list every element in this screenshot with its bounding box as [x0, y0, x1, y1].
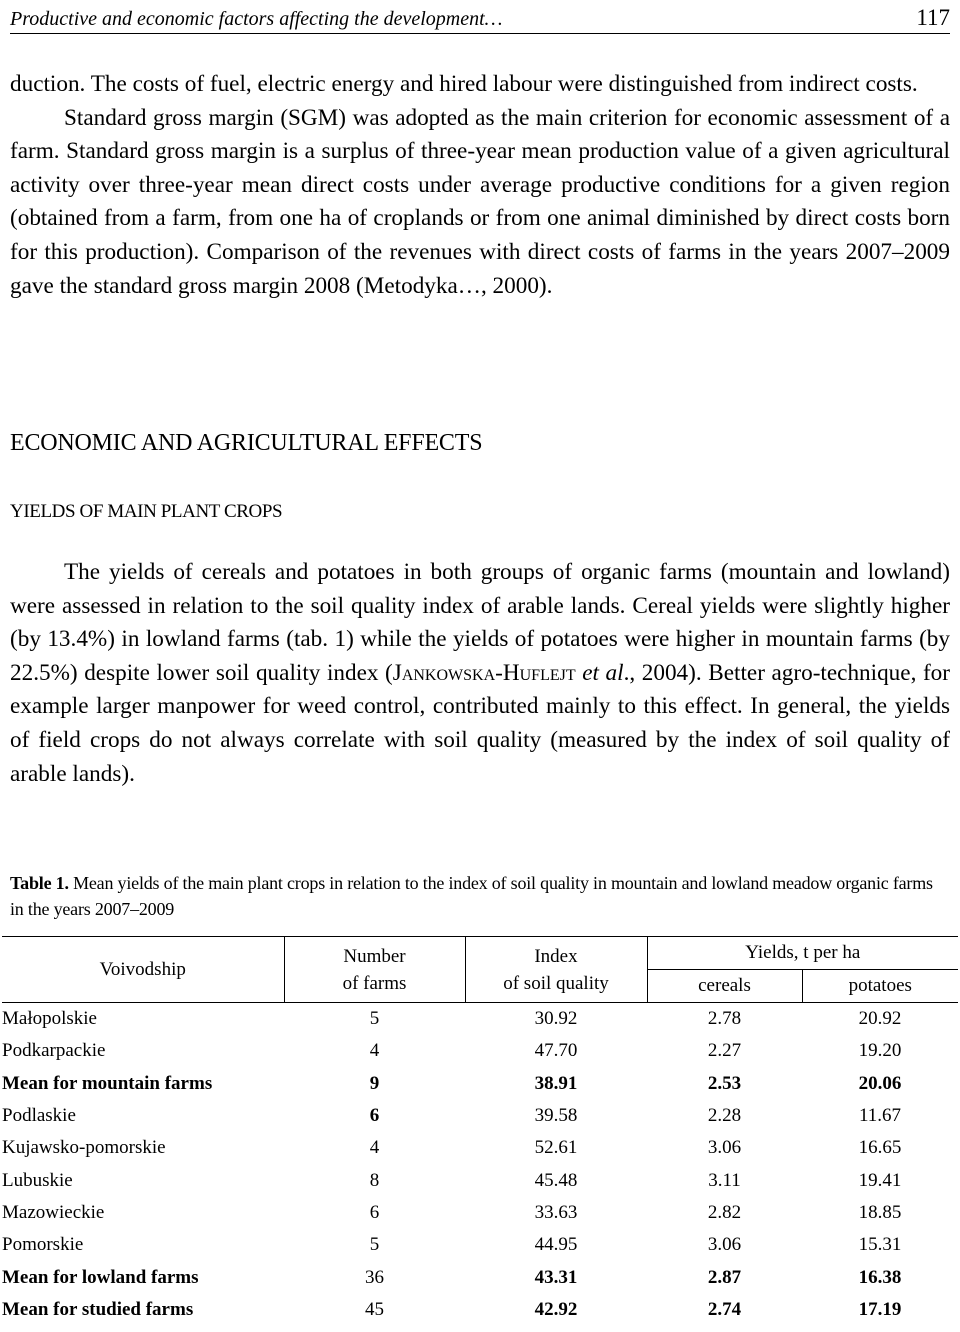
header-yields: Yields, t per ha: [647, 937, 958, 970]
yields-table: [2, 936, 958, 1326]
cell-farms: 4: [369, 1137, 380, 1159]
cell-voivodship: Mean for lowland farms: [2, 1266, 199, 1288]
cell-cereals: 2.53: [707, 1072, 742, 1094]
table-caption: [10, 870, 950, 922]
cell-index: 38.91: [534, 1072, 578, 1094]
body-paragraphs-top: [10, 68, 950, 303]
header-cereals: cereals: [647, 970, 802, 1003]
cell-potatoes: 17.19: [858, 1298, 902, 1320]
cell-potatoes: 16.38: [858, 1266, 902, 1288]
cell-potatoes: 20.92: [858, 1008, 902, 1030]
cell-index: 30.92: [534, 1008, 578, 1030]
cell-index: 39.58: [534, 1105, 578, 1127]
subsection-heading: YIELDS OF MAIN PLANT CROPS: [10, 501, 283, 522]
cell-voivodship: Podlaskie: [2, 1105, 76, 1127]
page-number: 117: [916, 5, 950, 30]
paragraph-yields-part1: The yields of cereals and potatoes in both groups of organic farms (mountain and lowland) were assessed in relation to the soil quality index of arable lands. Cereal yields were slightly higher (by 13.4%) in lowland farms (tab. 1) while the yields of potatoes were higher in mountain farms (by 22.5%) despite lower soil quality index (: [10, 559, 950, 686]
cell-cereals: 3.11: [708, 1169, 741, 1191]
cell-cereals: 3.06: [707, 1234, 742, 1256]
cited-etal: et al: [582, 659, 624, 686]
cell-cereals: 2.87: [707, 1266, 742, 1288]
cell-farms: 4: [369, 1040, 380, 1062]
cell-farms: 5: [369, 1234, 380, 1256]
section-heading: ECONOMIC AND AGRICULTURAL EFFECTS: [10, 430, 483, 456]
cell-voivodship: Lubuskie: [2, 1169, 73, 1191]
table-row: [2, 1003, 958, 1036]
cell-farms: 45: [365, 1298, 384, 1320]
cell-potatoes: 11.67: [858, 1105, 902, 1127]
header-number-of-farms: Number of farms: [284, 937, 465, 1003]
cell-farms: 5: [369, 1008, 380, 1030]
cell-cereals: 2.27: [707, 1040, 742, 1062]
paragraph-sgm: Standard gross margin (SGM) was adopted as the main criterion for economic assessment of a farm. Standard gross margin is a surplus of three-year mean production value of a given agricultural activity over three-year mean direct costs under average productive conditions for a given region (obtained from a farm, from one ha of croplands or from one animal diminished by direct costs born for this production). Comparison of the revenues with direct costs of farms in the years 2007–2009 gave the standard gross margin 2008 (Metodyka…, 2000).: [10, 104, 950, 299]
header-voivodship: Voivodship: [2, 937, 284, 1003]
cell-index: 33.63: [534, 1201, 578, 1223]
cell-potatoes: 19.41: [858, 1169, 902, 1191]
cell-farms: 9: [369, 1072, 380, 1094]
cell-index: 42.92: [534, 1298, 578, 1320]
table-row-mean-lowland: [2, 1261, 958, 1293]
paragraph-yields: [10, 556, 950, 791]
cell-farms: 6: [369, 1201, 380, 1223]
table-row-mean-mountain: [2, 1068, 958, 1100]
cell-voivodship: Pomorskie: [2, 1234, 84, 1256]
table-row: [2, 1229, 958, 1261]
cell-voivodship: Kujawsko-pomorskie: [2, 1137, 166, 1159]
cited-author: Jankowska-Huflejt: [392, 659, 576, 686]
cell-potatoes: 15.31: [858, 1234, 902, 1256]
cell-index: 47.70: [534, 1040, 578, 1062]
cell-potatoes: 16.65: [858, 1137, 902, 1159]
cell-voivodship: Mazowieckie: [2, 1201, 105, 1223]
table-caption-text: Mean yields of the main plant crops in relation to the index of soil quality in mountain and lowland meadow organic farms in the years 2007–2009: [10, 873, 933, 919]
running-title: Productive and economic factors affecting the development…: [10, 8, 503, 30]
cell-potatoes: 18.85: [858, 1201, 902, 1223]
cell-voivodship: Podkarpackie: [2, 1040, 106, 1062]
running-header: [10, 0, 950, 34]
cell-farms: 6: [369, 1105, 380, 1127]
paragraph-yields-part2: ., 2004). Better agro-technique, for example larger manpower for weed control, contributed mainly to this effect. In general, the yields of field crops do not always correlate with soil quality (measured by the index of soil quality of arable lands).: [10, 659, 950, 787]
cell-cereals: 2.74: [707, 1298, 742, 1320]
table-caption-label: Table 1.: [10, 873, 69, 893]
table-row: [2, 1035, 958, 1067]
header-soil-index: Index of soil quality: [465, 937, 647, 1003]
cell-cereals: 2.28: [707, 1105, 742, 1127]
table-row: [2, 1132, 958, 1164]
paragraph-costs: duction. The costs of fuel, electric energy and hired labour were distinguished from indirect costs.: [10, 71, 918, 97]
cell-potatoes: 20.06: [858, 1072, 902, 1094]
cell-index: 44.95: [534, 1234, 578, 1256]
cell-index: 43.31: [534, 1266, 578, 1288]
cell-voivodship: Mean for mountain farms: [2, 1072, 213, 1094]
cell-index: 45.48: [534, 1169, 578, 1191]
table-row-mean-studied: [2, 1294, 958, 1326]
cell-potatoes: 19.20: [858, 1040, 902, 1062]
cell-farms: 36: [365, 1266, 384, 1288]
cell-cereals: 2.78: [707, 1008, 742, 1030]
cell-voivodship: Mean for studied farms: [2, 1298, 194, 1320]
cell-cereals: 2.82: [707, 1201, 742, 1223]
cell-voivodship: Małopolskie: [2, 1008, 97, 1030]
table-row: [2, 1197, 958, 1229]
table-row: [2, 1164, 958, 1196]
cell-cereals: 3.06: [707, 1137, 742, 1159]
cell-farms: 8: [369, 1169, 380, 1191]
header-potatoes: potatoes: [802, 970, 958, 1003]
cell-index: 52.61: [534, 1137, 578, 1159]
table-row: [2, 1100, 958, 1132]
